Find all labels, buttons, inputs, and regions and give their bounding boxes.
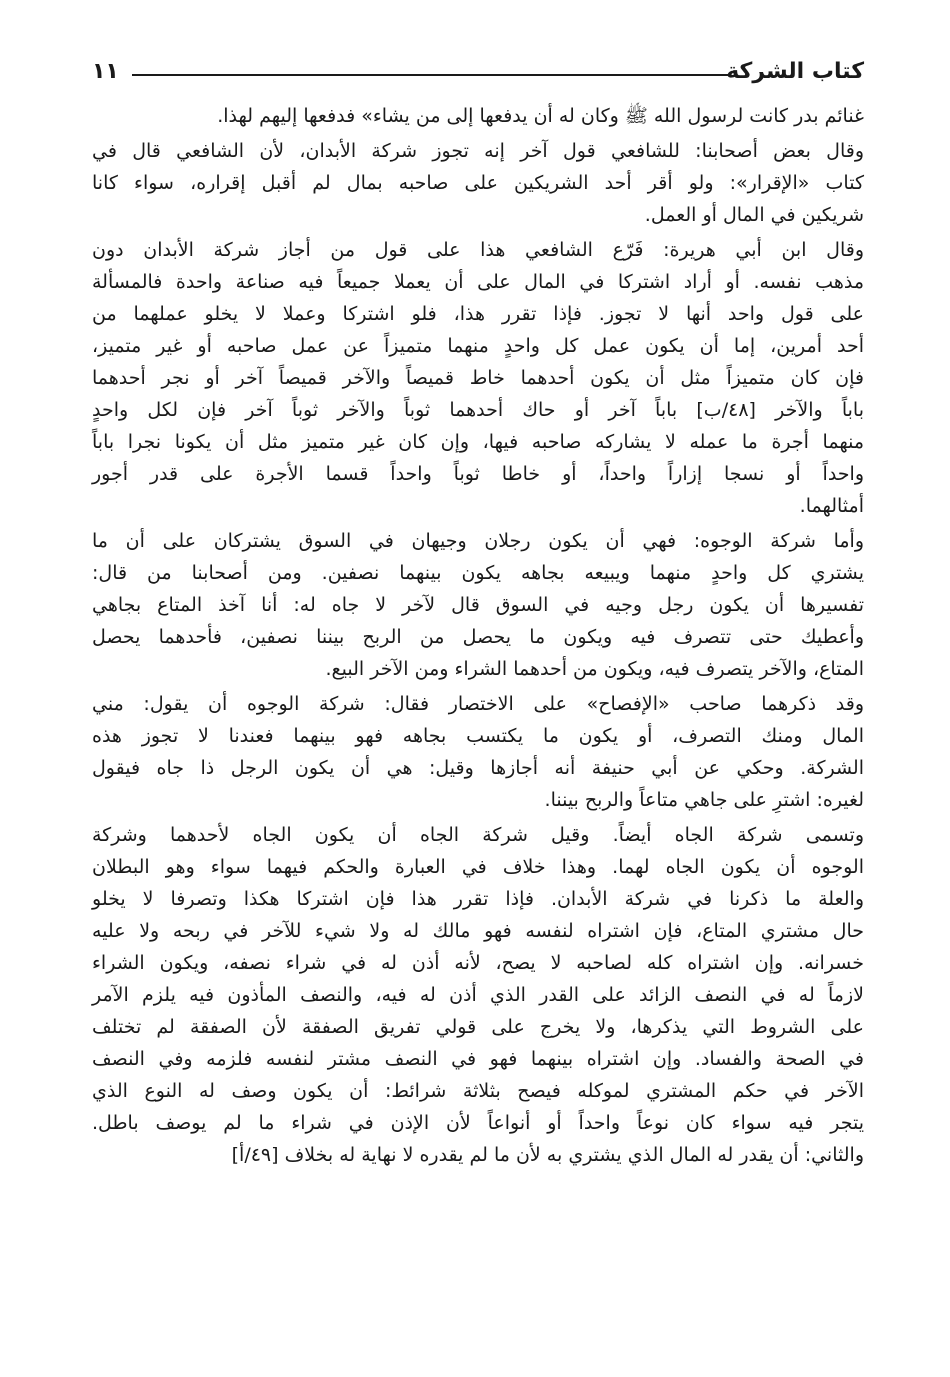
page-header	[92, 52, 864, 92]
paragraph	[92, 688, 864, 816]
paragraph	[92, 819, 864, 1171]
text-line: وأعطيك حتى تتصرف فيه ويكون ما يحصل من الربح بيننا نصفين، فأحدهما يحصل	[92, 626, 864, 648]
text-line: لازماً له في النصف الزائد على القدر الذي أذن له فيه، والنصف المأذون فيه يلزم الآمر	[92, 984, 864, 1006]
text-line: الآخر في حكم المشتري لموكله فيصح بثلاثة شرائط: أن يكون وصف له النوع الذي	[92, 1080, 864, 1102]
text-line: والعلة ما ذكرنا في شركة الأبدان. فإذا تقرر هذا فإن اشتركا هكذا وتصرفا لا يخلو	[92, 888, 864, 910]
text-line: واحداً أو نسجا إزاراً واحداً، أو خاطا ثوباً واحداً قسما الأجرة على قدر أجور	[92, 463, 864, 485]
text-line: تفسيرها أن يكون رجل وجيه في السوق قال لآخر لا جاه له: أنا آخذ المتاع بجاهي	[92, 594, 864, 616]
page-number: ١١	[92, 59, 119, 84]
text-line: وقال بعض أصحابنا: للشافعي قول آخر إنه تجوز شركة الأبدان، لأن الشافعي قال في	[92, 140, 864, 162]
text-line: على قول واحد أنها لا تجوز. فإذا تقرر هذا، فلو اشتركا وعملا لا يخلو عملهما من	[92, 303, 864, 325]
text-line: شريكين في المال أو العمل.	[644, 204, 864, 226]
body-text	[92, 100, 864, 1171]
paragraph	[92, 100, 864, 132]
text-line: المتاع، والآخر يتصرف فيه، ويكون من أحدهما الشراء ومن الآخر البيع.	[325, 658, 864, 680]
text-line: مذهب نفسه. أو أراد اشتركا في المال على أن يعملا جميعاً فيه صناعة واحدة فالمسألة	[92, 271, 864, 293]
text-line: المال ومنك التصرف، أو يكون ما يكتسب بجاهه فهو بينهما فعندنا لا تجوز هذه	[92, 725, 864, 747]
text-line: منهما أجرة ما عمله لا يشاركه صاحبه فيها، وإن كان غير متميز مثل أن يكونا نجرا باباً	[92, 431, 864, 453]
paragraph	[92, 135, 864, 231]
text-line: الشركة. وحكي عن أبي حنيفة أنه أجازها وقيل: هي أن يكون الرجل ذا جاه فيقول	[92, 757, 864, 779]
paragraph	[92, 525, 864, 685]
text-line: وقد ذكرهما صاحب «الإفصاح» على الاختصار فقال: شركة الوجوه أن يقول: مني	[92, 693, 864, 715]
text-line: في الصحة والفساد. وإن اشتراه بينهما فهو في النصف مشتر لنفسه فلزمه وفي النصف	[92, 1048, 864, 1070]
paragraph	[92, 234, 864, 522]
text-line: كتاب «الإقرار»: ولو أقر أحد الشريكين على صاحبه بمال لم أقبل إقراره، سواء كانا	[92, 172, 864, 194]
text-line: لغيره: اشترِ على جاهي متاعاً والربح بيننا.	[544, 789, 864, 811]
text-line: يتجر فيه سواء كان نوعاً واحداً أو أنواعاً لأن الإذن في شراء ما لم يوصف باطل.	[92, 1112, 864, 1134]
text-line: وأما شركة الوجوه: فهي أن يكون رجلان وجيهان في السوق يشتركان على أن ما	[92, 530, 864, 552]
text-line: أمثالهما.	[799, 495, 864, 517]
text-line: باباً والآخر [٤٨/ب] باباً آخر أو حاك أحدهما ثوباً والآخر ثوباً آخر فإن لكل واحدٍ	[92, 399, 864, 421]
running-title: كتاب الشركة	[726, 59, 864, 84]
text-line: وقال ابن أبي هريرة: فَرّع الشافعي هذا على قول من أجاز شركة الأبدان دون	[92, 239, 864, 261]
text-line: غنائم بدر كانت لرسول الله ﷺ وكان له أن يدفعها إلى من يشاء» فدفعها إليهم لهذا.	[217, 105, 864, 127]
text-line: أحد أمرين، إما أن يكون عمل كل واحدٍ منهما متميزاً عن عمل صاحبه أو غير متميز،	[92, 335, 864, 357]
text-line: يشتري كل واحدٍ منهما ويبيعه بجاهه يكون بينهما نصفين. ومن أصحابنا من قال:	[92, 562, 864, 584]
text-line: خسرانه. وإن اشتراه كله لصاحبه لا يصح، لأنه أذن له في شراء نصفه، ويكون الشراء	[92, 952, 864, 974]
text-line: الوجوه أن يكون الجاه لهما. وهذا خلاف في العبارة والحكم فيهما سواء وهو البطلان	[92, 856, 864, 878]
text-line: والثاني: أن يقدر له المال الذي يشتري به لأن ما لم يقدره لا نهاية له بخلاف [٤٩/أ]	[231, 1144, 864, 1166]
text-line: فإن كان متميزاً مثل أن يكون أحدهما خاط قميصاً والآخر قميصاً آخر أو نجر أحدهما	[92, 367, 864, 389]
text-line: وتسمى شركة الجاه أيضاً. وقيل شركة الجاه أن يكون الجاه لأحدهما وشركة	[92, 824, 864, 846]
text-line: على الشروط التي يذكرها، ولا يخرج على قولي تفريق الصفقة لأن الصفقة لم تختلف	[92, 1016, 864, 1038]
text-line: حال مشتري المتاع، فإن اشتراه لنفسه فهو مالك له ولا شيء للآخر في ربحه ولا عليه	[92, 920, 864, 942]
header-rule	[132, 74, 729, 76]
